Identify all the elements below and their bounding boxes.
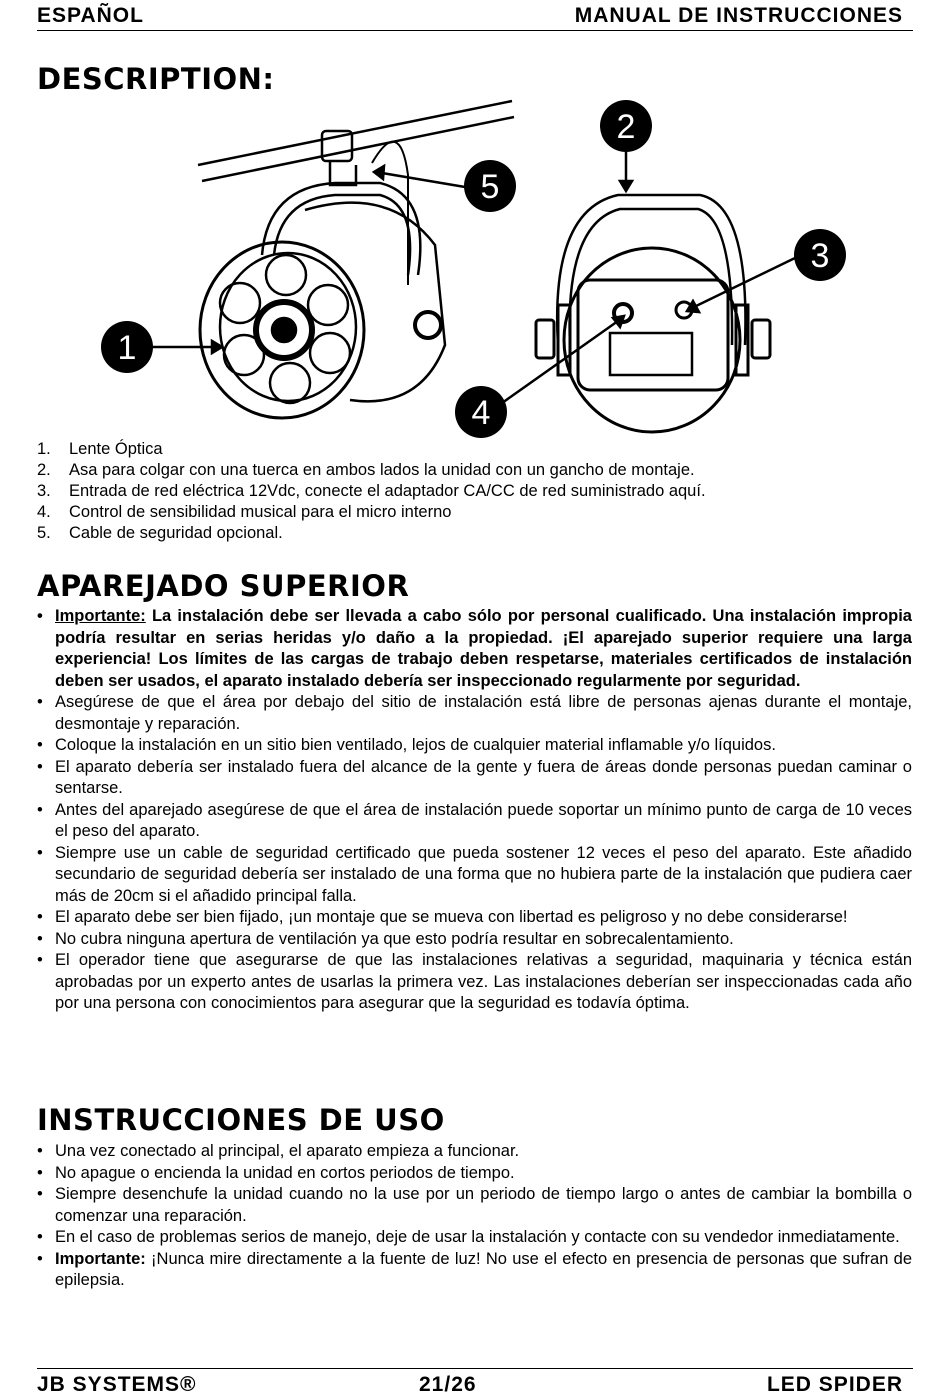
rigging-item: • Siempre use un cable de seguridad certificado que pueda sostener 12 veces el peso del aparato. Este añadido secundario de seguridad debería ser instalado de una forma que no hubiera parte de la instalación que pudiera caer más de 20cm si el añadido principal falla. bbox=[37, 843, 912, 908]
rigging-item: • El aparato debería ser instalado fuera del alcance de la gente y fuera de áreas donde personas puedan caminar o sentarse. bbox=[37, 757, 912, 800]
header-manual-title: MANUAL DE INSTRUCCIONES bbox=[574, 4, 903, 27]
usage-item: • Una vez conectado al principal, el aparato empieza a funcionar. bbox=[37, 1141, 912, 1163]
rigging-item: • Asegúrese de que el área por debajo del sitio de instalación está libre de personas ajenas durante el montaje, desmontaje y reparación. bbox=[37, 692, 912, 735]
rigging-important: • Importante: La instalación debe ser llevada a cabo sólo por personal cualificado. Una instalación impropia podría resultar en serias heridas y/o daño a la propiedad. ¡El aparejado superior requiere una larga experiencia! Los límites de las cargas de trabajo deben respetarse, materiales certificados de instalación deben ser usados, el aparato instalado debería ser inspeccionado regularmente por seguridad. bbox=[37, 606, 912, 692]
footer-product: LED SPIDER bbox=[766, 1373, 903, 1396]
rigging-list bbox=[37, 606, 912, 1015]
callout-1-label: 1 bbox=[117, 329, 137, 367]
usage-important: • Importante: ¡Nunca mire directamente a la fuente de luz! No use el efecto en presencia de personas que sufran de epilepsia. bbox=[37, 1249, 912, 1292]
usage-item: • No apague o encienda la unidad en cortos periodos de tiempo. bbox=[37, 1163, 912, 1185]
page-header bbox=[37, 2, 913, 31]
legend-item: 2. Asa para colgar con una tuerca en ambos lados la unidad con un gancho de montaje. bbox=[37, 461, 695, 479]
usage-list bbox=[37, 1141, 912, 1292]
usage-item: • Siempre desenchufe la unidad cuando no la use por un periodo de tiempo largo o antes de cambiar la bombilla o comenzar una reparación. bbox=[37, 1184, 912, 1227]
page-number: 21/26 bbox=[419, 1373, 477, 1396]
rigging-item: • Coloque la instalación en un sitio bien ventilado, lejos de cualquier material inflamable y/o líquidos. bbox=[37, 735, 912, 757]
rigging-title: APAREJADO SUPERIOR bbox=[37, 569, 410, 603]
page-footer bbox=[37, 1368, 913, 1398]
callout-3-label: 3 bbox=[810, 237, 830, 275]
callout-2-label: 2 bbox=[616, 108, 636, 146]
parts-legend bbox=[37, 439, 706, 544]
legend-item: 1. Lente Óptica bbox=[37, 440, 163, 458]
rigging-item: • El operador tiene que asegurarse de que las instalaciones relativas a seguridad, maquinaria y técnica están aprobadas por un experto antes de usarlas la primera vez. Las instalaciones deberían ser inspeccionadas cada año por una persona con conocimientos para asegurar que la seguridad es todavía óptima. bbox=[37, 950, 912, 1015]
footer-brand: JB SYSTEMS® bbox=[37, 1373, 197, 1396]
callout-4-label: 4 bbox=[471, 394, 491, 432]
callout-5-label: 5 bbox=[480, 168, 500, 206]
rigging-item: • No cubra ninguna apertura de ventilación ya que esto podría resultar en sobrecalentamiento. bbox=[37, 929, 912, 951]
product-illustration bbox=[90, 95, 860, 440]
legend-item: 4. Control de sensibilidad musical para el micro interno bbox=[37, 503, 452, 521]
description-title: DESCRIPTION: bbox=[37, 62, 275, 96]
usage-item: • En el caso de problemas serios de manejo, deje de usar la instalación y contacte con su vendedor inmediatamente. bbox=[37, 1227, 912, 1249]
legend-item: 3. Entrada de red eléctrica 12Vdc, conecte el adaptador CA/CC de red suministrado aquí. bbox=[37, 482, 706, 500]
header-language: ESPAÑOL bbox=[37, 4, 144, 27]
legend-item: 5. Cable de seguridad opcional. bbox=[37, 524, 283, 542]
rigging-item: • El aparato debe ser bien fijado, ¡un montaje que se mueva con libertad es peligroso y no debe considerarse! bbox=[37, 907, 912, 929]
rigging-item: • Antes del aparejado asegúrese de que el área de instalación puede soportar un mínimo punto de carga de 10 veces el peso del aparato. bbox=[37, 800, 912, 843]
usage-title: INSTRUCCIONES DE USO bbox=[37, 1103, 445, 1137]
